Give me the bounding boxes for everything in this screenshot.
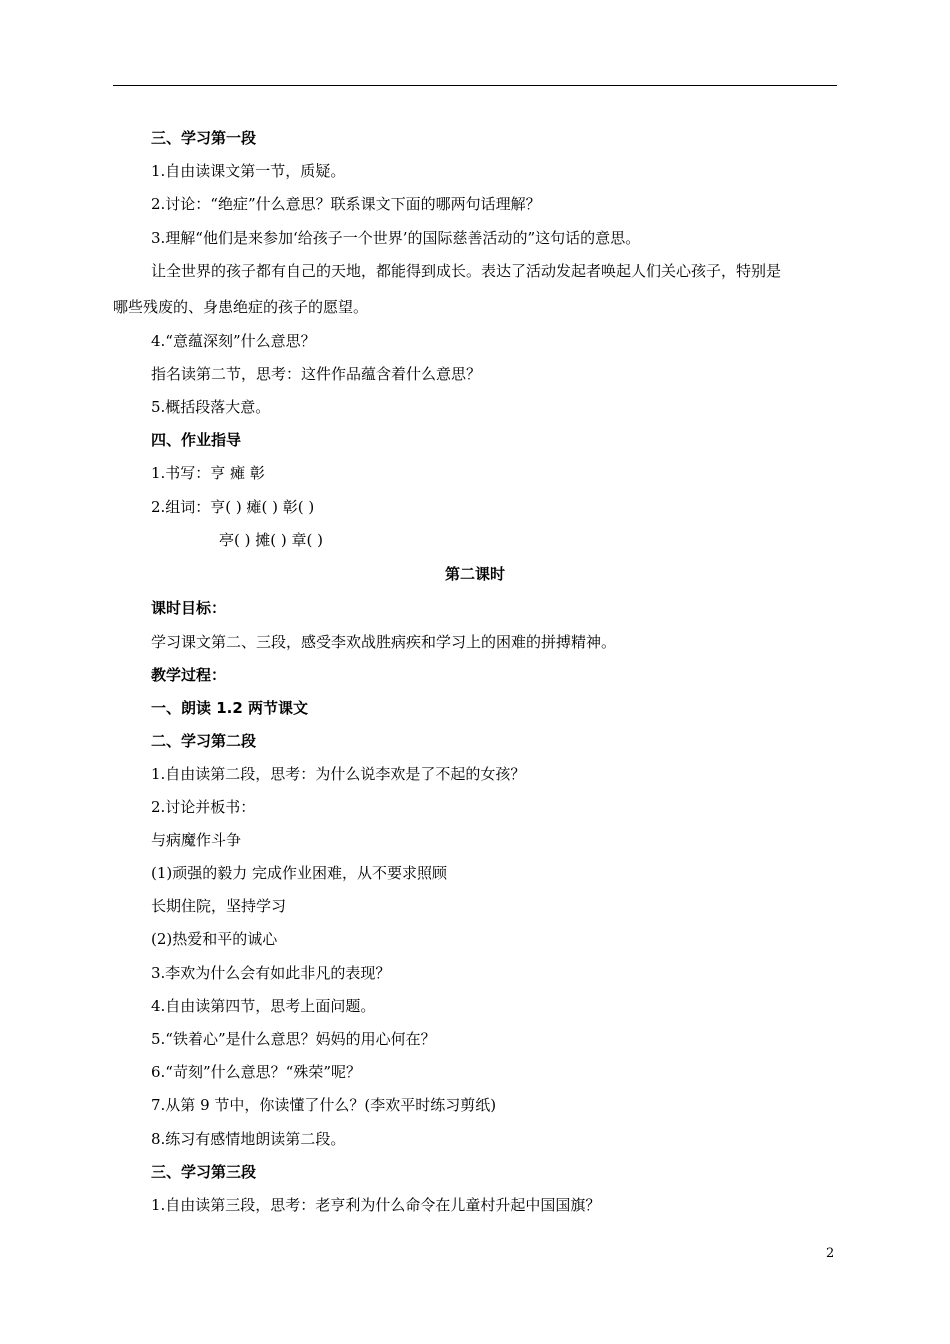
text-line: 2.讨论并板书： xyxy=(151,798,256,816)
section-heading: 二、学习第二段 xyxy=(151,732,257,750)
text-line: 2.讨论：“绝症”什么意思？联系课文下面的哪两句话理解？ xyxy=(151,195,541,213)
header-rule xyxy=(113,85,837,86)
text-line: 6.“苛刻”什么意思？“殊荣”呢？ xyxy=(151,1063,361,1081)
text-line: 学习课文第二、三段，感受李欢战胜病疾和学习上的困难的拼搏精神。 xyxy=(151,633,617,651)
text-line: 3.理解“他们是来参加‘给孩子一个世界’的国际慈善活动的”这句话的意思。 xyxy=(151,229,641,247)
section-heading: 一、朗读 1.2 两节课文 xyxy=(151,699,309,717)
text-line: 与病魔作斗争 xyxy=(151,831,242,849)
text-line: 4.自由读第四节，思考上面问题。 xyxy=(151,997,376,1015)
text-line: 长期住院，坚持学习 xyxy=(151,897,287,915)
page-number: 2 xyxy=(826,1246,835,1261)
text-line: 3.李欢为什么会有如此非凡的表现？ xyxy=(151,964,391,982)
section-heading: 课时目标： xyxy=(151,599,227,617)
text-line: 7.从第 9 节中，你读懂了什么？(李欢平时练习剪纸) xyxy=(151,1096,497,1114)
text-line: 4.“意蕴深刻”什么意思？ xyxy=(151,332,316,350)
text-line: 8.练习有感情地朗读第二段。 xyxy=(151,1130,346,1148)
text-line: 5.“铁着心”是什么意思？妈妈的用心何在？ xyxy=(151,1030,436,1048)
text-line: 2.组词：亨( ) 瘫( ) 彰( ) xyxy=(151,498,315,516)
section-heading: 三、学习第一段 xyxy=(151,129,257,147)
text-line: 让全世界的孩子都有自己的天地，都能得到成长。表达了活动发起者唤起人们关心孩子，特别是 xyxy=(151,262,782,280)
text-line: 1.书写：亨 瘫 彰 xyxy=(151,464,265,482)
text-line: 1.自由读第三段，思考：老亨利为什么命令在儿童村升起中国国旗？ xyxy=(151,1196,601,1214)
lesson-title: 第二课时 xyxy=(444,565,505,583)
text-line: (1)顽强的毅力 完成作业困难，从不要求照顾 xyxy=(151,864,448,882)
text-line: 哪些残废的、身患绝症的孩子的愿望。 xyxy=(113,298,369,316)
section-heading: 教学过程： xyxy=(151,666,227,684)
text-line: 1.自由读第二段，思考：为什么说李欢是了不起的女孩？ xyxy=(151,765,526,783)
text-line: (2)热爱和平的诚心 xyxy=(151,930,278,948)
text-line: 1.自由读课文第一节，质疑。 xyxy=(151,162,346,180)
section-heading: 三、学习第三段 xyxy=(151,1163,257,1181)
text-line: 5.概括段落大意。 xyxy=(151,398,271,416)
text-line: 指名读第二节，思考：这件作品蕴含着什么意思？ xyxy=(151,365,482,383)
section-heading: 四、作业指导 xyxy=(151,431,242,449)
text-line: 亭( ) 摊( ) 章( ) xyxy=(219,531,323,549)
